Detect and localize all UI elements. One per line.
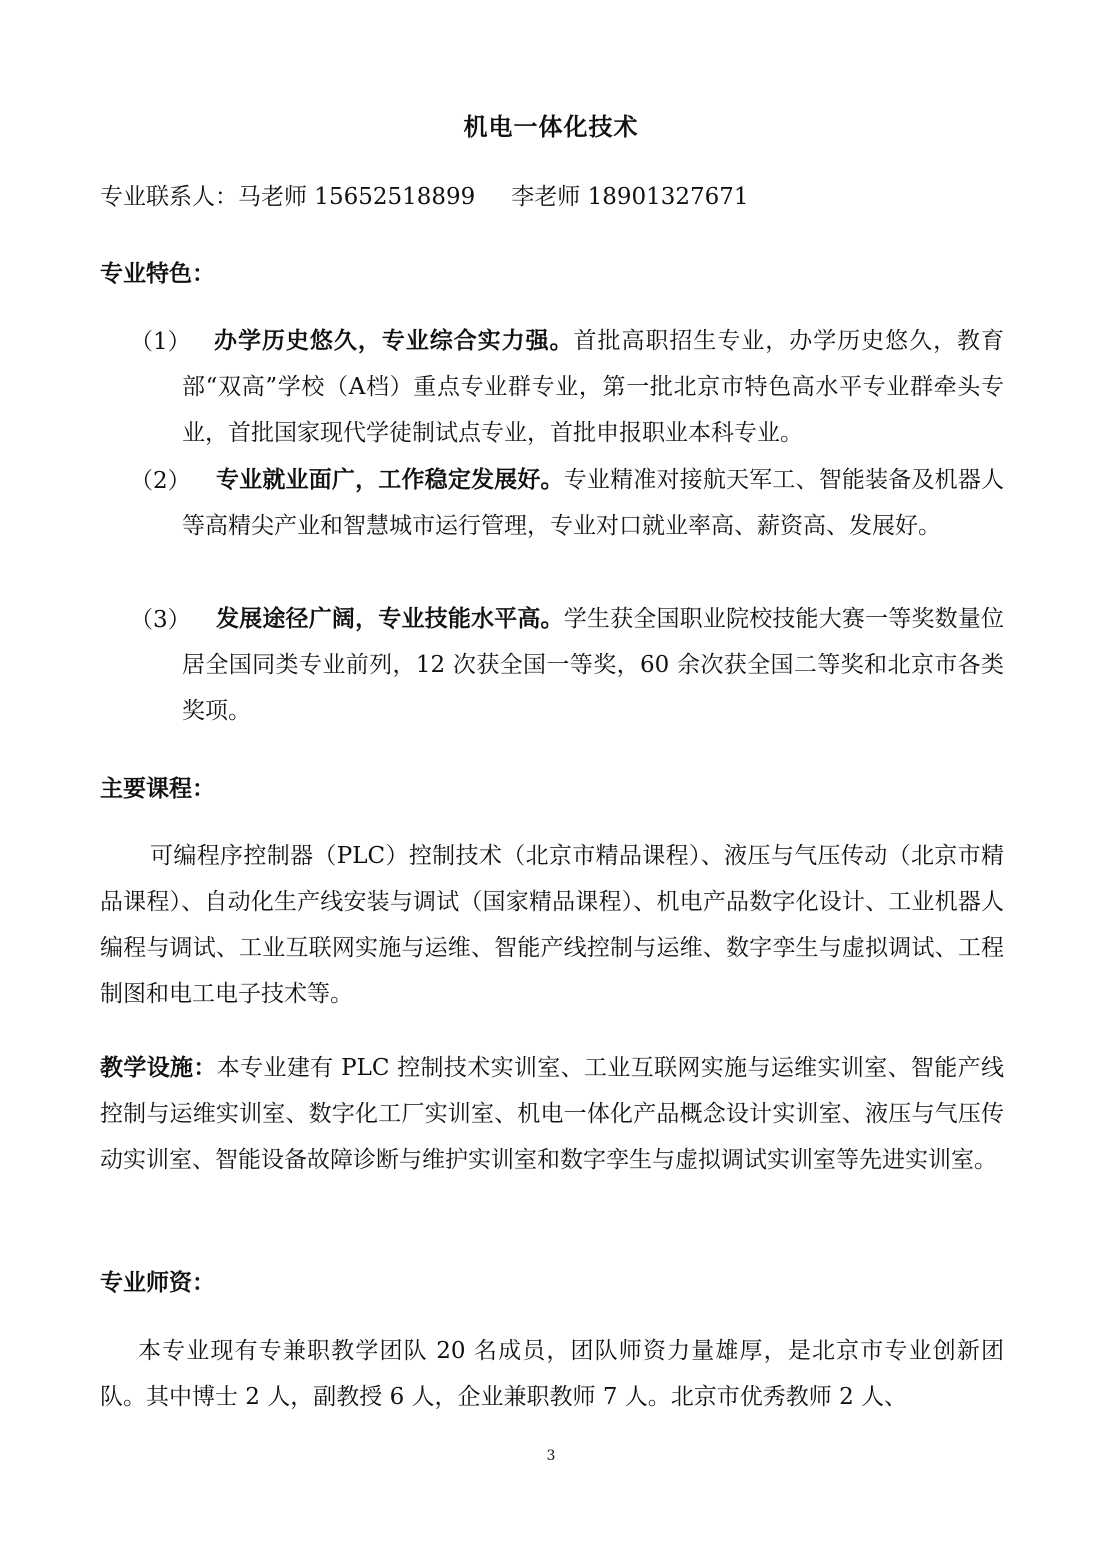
courses-paragraph: 可编程序控制器（PLC）控制技术（北京市精品课程）、液压与气压传动（北京市精品课程）、自动化生产线安装与调试（国家精品课程）、机电产品数字化设计、工业机器人编程与调试、工业互联网实施与运维、智能产线控制与运维、数字孪生与虚拟调试、工程制图和电工电子技术等。 xyxy=(100,843,1004,1007)
feature-lead-2: 专业就业面广，工作稳定发展好。 xyxy=(216,467,564,493)
faculty-heading: 专业师资： xyxy=(100,1270,215,1296)
facilities-label: 教学设施： xyxy=(100,1055,217,1081)
faculty-paragraph: 本专业现有专兼职教学团队 20 名成员，团队师资力量雄厚，是北京市专业创新团队。其中博士 2 人，副教授 6 人，企业兼职教师 7 人。北京市优秀教师 2 人、 xyxy=(100,1338,1004,1410)
feature-text-3: 学生获全国职业院校技能大赛一等奖数量位居全国同类专业前列，12 次获全国一等奖，60 余次获全国二等奖和北京市各类奖项。 xyxy=(182,606,1005,724)
facilities-paragraph xyxy=(100,1045,1004,1183)
contact-line xyxy=(100,178,749,211)
contact-li: 李老师 18901327671 xyxy=(511,184,749,210)
feature-text-2: 专业精准对接航天军工、智能装备及机器人等高精尖产业和智慧城市运行管理，专业对口就业率高、薪资高、发展好。 xyxy=(182,467,1005,539)
document-title: 机电一体化技术 xyxy=(463,113,639,141)
contact-ma: 马老师 15652518899 xyxy=(238,184,476,210)
features-heading: 专业特色： xyxy=(100,261,215,287)
page-number: 3 xyxy=(546,1448,556,1464)
feature-item-1 xyxy=(182,318,1004,456)
facilities-text: 本专业建有 PLC 控制技术实训室、工业互联网实施与运维实训室、智能产线控制与运维实训室、数字化工厂实训室、机电一体化产品概念设计实训室、液压与气压传动实训室、智能设备故障诊断与维护实训室和数字孪生与虚拟调试实训室等先进实训室。 xyxy=(100,1055,1004,1173)
feature-lead-3: 发展途径广阔，专业技能水平高。 xyxy=(216,606,564,632)
contact-label: 专业联系人： xyxy=(100,184,238,210)
feature-number-3: （3） xyxy=(130,607,191,633)
feature-item-3 xyxy=(182,596,1004,734)
feature-lead-1: 办学历史悠久，专业综合实力强。 xyxy=(214,328,574,354)
feature-number-2: （2） xyxy=(130,468,191,494)
courses-heading: 主要课程： xyxy=(100,776,215,802)
feature-number-1: （1） xyxy=(130,329,191,355)
feature-text-1: 首批高职招生专业，办学历史悠久，教育部“双高”学校（A档）重点专业群专业，第一批北京市特色高水平专业群牵头专业，首批国家现代学徒制试点专业，首批申报职业本科专业。 xyxy=(182,328,1004,446)
feature-item-2 xyxy=(182,457,1004,549)
